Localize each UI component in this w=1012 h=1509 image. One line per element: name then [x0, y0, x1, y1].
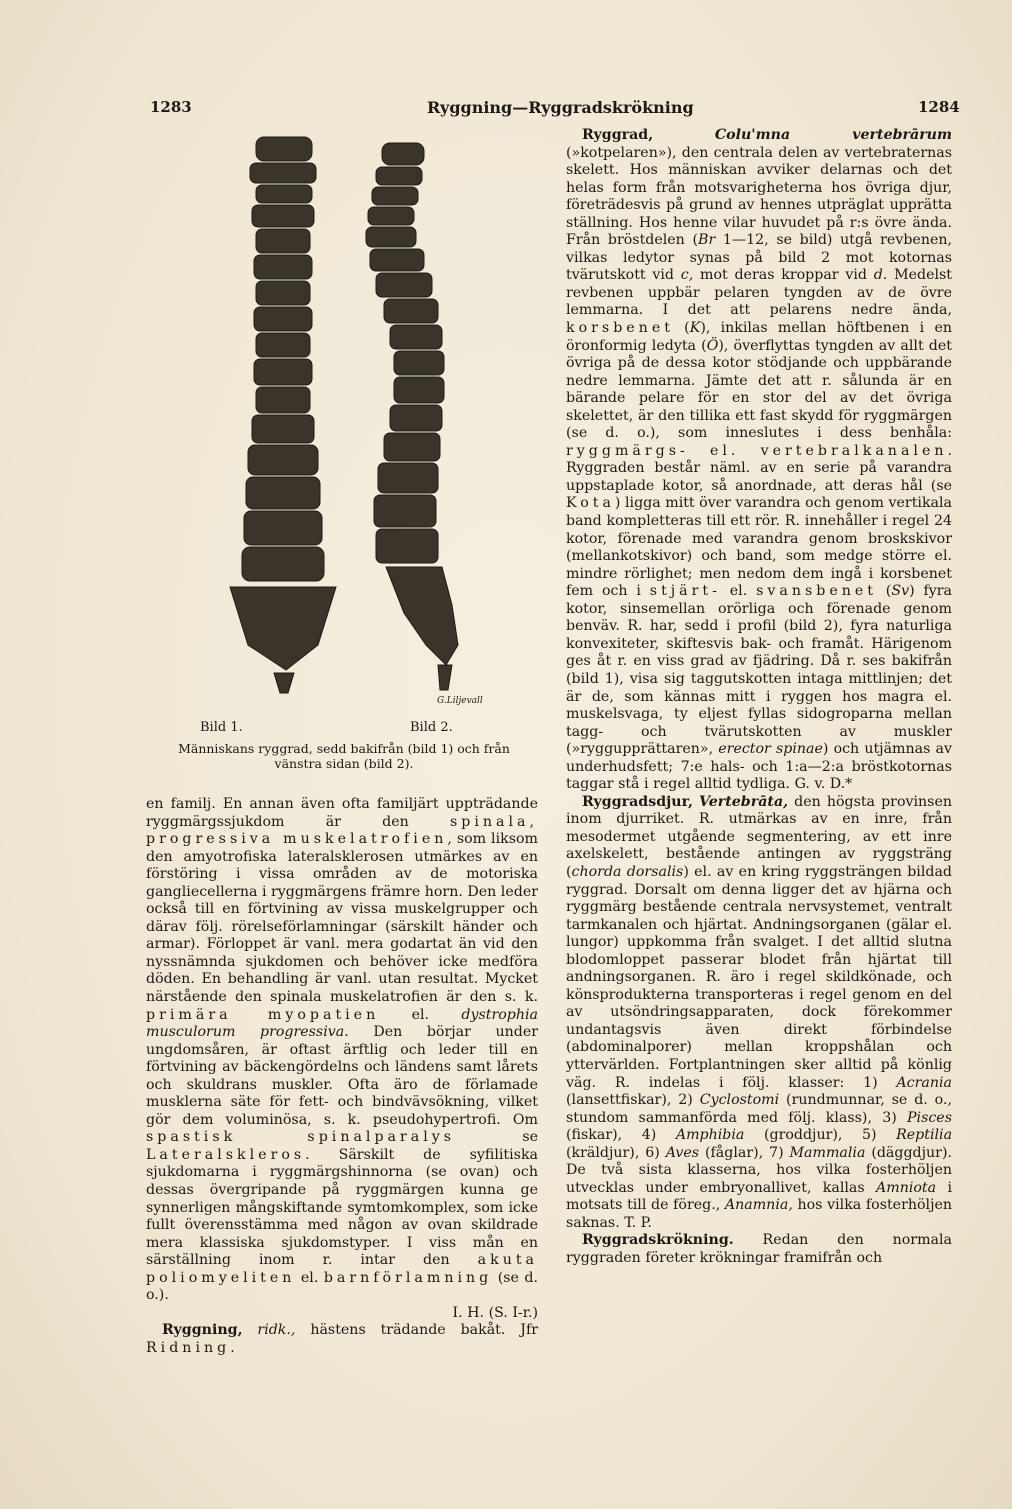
spine-illustration: [190, 125, 490, 710]
artist-signature: G.Liljevall: [437, 696, 483, 706]
paragraph-spinal-disease: en familj. En annan även ofta familjärt uppträdande ryggmärgssjukdom är den spinala, progressiva muskelatrofien, som liksom den amyotrofiska lateralsklerosen utmärkes av en förstöring i vissa områden av de motoriska gangliecellerna i ryggmärgens främre horn. Den leder också till en förtvining av vissa muskelgrupper och därav följ. rörelseförlamningar (särskilt händer och armar). Förloppet är vanl. mera godartat än vid den nyssnämnda sjukdomen och behöver icke medföra döden. En behandling är vanl. utan resultat. Mycket närstående den spinala muskelatrofien är den s. k. primära myopatien el. dystrophia musculorum progressiva. Den börjar under ungdomsåren, är oftast ärftlig och leder till en förtvining av bäckengördelns och ländens samt lårets och skuldrans muskler. Ofta äro de förlamade musklerna säte för fett- och bindvävsökning, vilket gör dem voluminösa, s. k. pseudohypertrofi. Om spastisk spinalparalys se Lateralskleros. Särskilt de syfilitiska sjukdomarna i ryggmärgshinnorna (se ovan) och dessas övergripande på ryggmärgen kunna ge synnerligen mångskiftande symtomkomplex, som icke fullt överensstämma med någon av ovan skildrade mera klassiska sjukdomstyper. I viss mån en särställning inom r. intar den akuta poliomyeliten el. barnförlamning (se d. o.).: [146, 796, 538, 1304]
author-signature-tp: T. P.: [624, 1214, 652, 1231]
figure-label-2: Bild 2.: [410, 720, 453, 735]
entry-ryggradskrokning: Ryggradskrökning. Redan den normala ryggraden företer krökningar framifrån och: [566, 1232, 952, 1266]
entry-ryggrad: Ryggrad, Colu'mna vertebrārum (»kotpelaren»), den centrala delen av vertebraternas skelett. Hos människan avviker delarnas och det helas form från motsvarigheterna hos övriga djur, företrädesvis på grund av hennes utpräglat upprätta ställning. Hos henne vilar huvudet på r:s övre ända. Från bröstdelen (Br 1—12, se bild) utgå revbenen, vilkas ledytor synas på bild 2 mot kotornas tvärutskott vid c, mot deras kroppar vid d. Medelst revbenen uppbär pelaren tyngden av de övre lemmarna. I det att pelarens nedre ända, korsbenet (K), inkilas mellan höftbenen i en öronformig ledyta (Ö), överflyttas tyngden av allt det övriga på de dessa kotor stödjande och uppbärande nedre lemmarna. Jämte det att r. sålunda är en bärande pelare för en stor del av det övriga skelettet, är den tillika ett fast skydd för ryggmärgen (se d. o.), som inneslutes i dess benhåla: ryggmärgs- el. vertebralkanalen. Ryggraden består näml. av en serie på varandra uppstaplade kotor, så anordnade, att deras hål (se Kota) ligga mitt över varandra och genom vertikala band kompletteras till ett rör. R. innehåller i regel 24 kotor, förenade med varandra genom broskskivor (mellankotskivor) och band, som medge större el. mindre rörlighet; men nedom dem ingå i korsbenet fem och i stjärt- el. svansbenet (Sv) fyra kotor, sinsemellan orörliga och förenade genom benväv. R. har, sedd i profil (bild 2), fyra naturliga konvexiteter, skiftesvis bak- och framåt. Härigenom ges åt r. en viss grad av fjädring. Då r. ses bakifrån (bild 1), visa sig taggutskotten intaga mittlinjen; det är de, som kännas mitt i ryggen hos magra el. muskelsvaga, ty eljest fyllas sidogroparna mellan tagg- och tvärutskotten av muskler (»ryggupprättaren», erector spinae) och utjämnas av underhudsfett; 7:e hals- och 1:a—2:a bröstkotornas taggar stå i regel alltid tydliga. G. v. D.*: [566, 127, 953, 793]
page-number-right: 1284: [918, 98, 960, 116]
entry-ryggradsdjur: Ryggradsdjur, Vertebrāta, den högsta provinsen inom djurriket. R. utmärkas av en inre, från mesodermet utgående segmentering, av ett inre axelskelett, bestående antingen av ryggsträng (chorda dorsalis) el. av en kring ryggsträngen bildad ryggrad. Dorsalt om denna ligger det av hjärna och ryggmärg bestående centrala nervsystemet, ventralt tarmkanalen och hjärtat. Andningsorganen (gälar el. lungor) uppkomma från svalget. I det alltid slutna blodomloppet passerar blodet från hjärtat till andningsorganen. R. äro i regel skildkönade, och könsprodukterna transporteras i regel genom en del av utsöndringsapparaten, dock förekommer undantagsvis även direkt förbindelse (abdominalporer) mellan kroppshålan och yttervärlden. Fortplantningen sker alltid på könlig väg. R. indelas i följ. klasser: 1) Acrania (lansettfiskar), 2) Cyclostomi (rundmunnar, se d. o., stundom sammanförda med följ. klass), 3) Pisces (fiskar), 4) Amphibia (groddjur), 5) Reptilia (kräldjur), 6) Aves (fåglar), 7) Mammalia (däggdjur). De två sista klasserna, hos vilka fosterhöljen utvecklas under embryonallivet, kallas Amniota i motsats till de föreg., Anamnia, hos vilka fosterhöljen saknas. T. P.: [566, 793, 953, 1231]
entry-ryggning: Ryggning, ridk., hästens trädande bakåt. Jfr Ridning.: [146, 1322, 538, 1356]
author-signature-ih: I. H. (S. I-r.): [452, 1304, 538, 1321]
author-signature-gvd: G. v. D.*: [794, 776, 853, 793]
figure-label-1: Bild 1.: [200, 720, 243, 735]
spine-drawing: [190, 125, 490, 710]
page-number-left: 1283: [150, 98, 192, 116]
caption-line-1: Människans ryggrad, sedd bakifrån (bild 1) och från: [178, 741, 510, 756]
caption-line-2: vänstra sidan (bild 2).: [274, 755, 414, 771]
spine-back-view: [230, 137, 336, 693]
left-column: [146, 796, 538, 1358]
running-title: Ryggning—Ryggradskrökning: [427, 98, 694, 117]
right-column: [566, 127, 952, 1268]
spine-side-view: [366, 143, 458, 690]
figure-caption: [145, 742, 543, 771]
